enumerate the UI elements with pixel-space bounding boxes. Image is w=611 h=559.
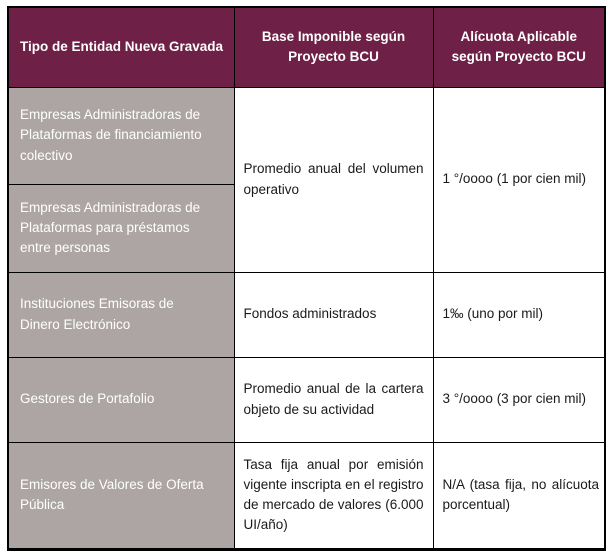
rate-cell-one-per-hundred-thousand: 1 °/oooo (1 por cien mil) bbox=[433, 87, 605, 272]
entity-cell-crowdfunding-platforms: Empresas Administradoras de Plataformas de financiamiento colectivo bbox=[8, 87, 234, 184]
header-applicable-rate: Alícuota Aplicable según Proyecto BCU bbox=[433, 7, 605, 87]
entity-cell-emoney-issuers: Instituciones Emisoras de Dinero Electrónico bbox=[8, 272, 234, 357]
table-row bbox=[8, 357, 605, 442]
base-cell-fixed-annual-fee: Tasa fija anual por emisión vigente inscripta en el registro de mercado de valores (6.000 UI/año) bbox=[234, 442, 433, 549]
base-cell-operating-volume: Promedio anual del volumen operativo bbox=[234, 87, 433, 272]
rate-cell-not-applicable: N/A (tasa fija, no alícuota porcentual) bbox=[433, 442, 605, 549]
header-entity-type: Tipo de Entidad Nueva Gravada bbox=[8, 7, 234, 87]
table-row bbox=[8, 442, 605, 549]
entity-cell-p2p-lending-platforms: Empresas Administradoras de Plataformas para préstamos entre personas bbox=[8, 184, 234, 272]
base-cell-managed-funds: Fondos administrados bbox=[234, 272, 433, 357]
base-cell-portfolio-average: Promedio anual de la cartera objeto de su actividad bbox=[234, 357, 433, 442]
entity-cell-portfolio-managers: Gestores de Portafolio bbox=[8, 357, 234, 442]
table-row bbox=[8, 272, 605, 357]
header-tax-base: Base Imponible según Proyecto BCU bbox=[234, 7, 433, 87]
rate-cell-three-per-hundred-thousand: 3 °/oooo (3 por cien mil) bbox=[433, 357, 605, 442]
entity-cell-public-offering-issuers: Emisores de Valores de Oferta Pública bbox=[8, 442, 234, 549]
table-header-row bbox=[8, 7, 605, 87]
table-row bbox=[8, 87, 605, 184]
rate-cell-one-per-mille: 1‰ (uno por mil) bbox=[433, 272, 605, 357]
tax-table bbox=[7, 6, 606, 551]
